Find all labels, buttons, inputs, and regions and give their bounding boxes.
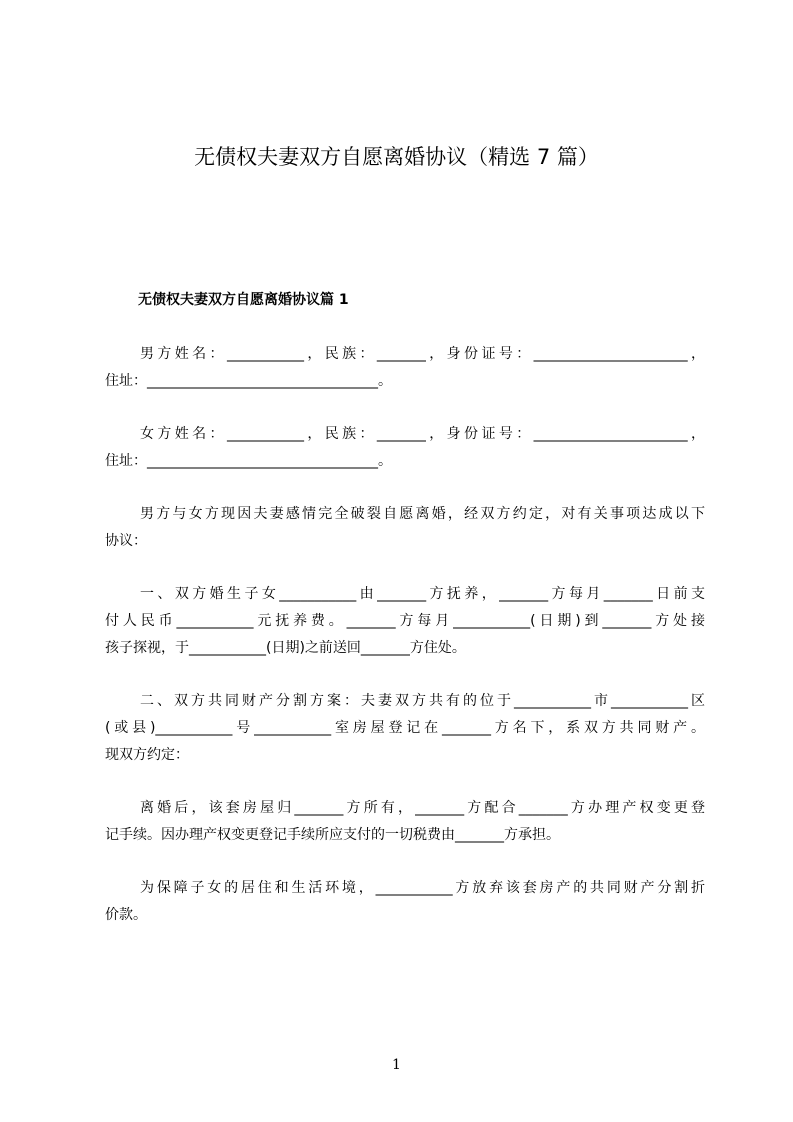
document-title: 无债权夫妻双方自愿离婚协议（精选 7 篇） xyxy=(194,145,599,169)
intro-paragraph-line-1: 男方与女方现因夫妻感情完全破裂自愿离婚，经双方约定，对有关事项达成以下 xyxy=(140,506,705,522)
male-address-line: 住址：_________________________________。 xyxy=(105,373,392,389)
house-ownership-line-1: 离婚后，该套房屋归_______方所有，_______方配合_______方办理产权变更登 xyxy=(140,800,705,816)
clause-two-line-3: 现双方约定： xyxy=(105,747,189,763)
section-heading: 无债权夫妻双方自愿离婚协议篇 1 xyxy=(138,292,349,308)
male-info-line: 男方姓名：___________，民族：_______，身份证号：______________________， xyxy=(140,346,705,362)
clause-one-line-3: 孩子探视，于___________(日期)之前送回_______方住处。 xyxy=(105,640,466,656)
clause-one-line-2: 付人民币___________元抚养费。_______方每月___________(日期)到_______方处接 xyxy=(105,613,705,629)
intro-paragraph-line-2: 协议： xyxy=(105,533,147,549)
female-info-line: 女方姓名：___________，民族：_______，身份证号：______________________， xyxy=(140,426,705,442)
clause-one-line-1: 一、双方婚生子女___________由_______方抚养，_______方每月_______日前支 xyxy=(140,586,705,602)
clause-two-line-1: 二、双方共同财产分割方案：夫妻双方共有的位于___________市___________区 xyxy=(140,693,705,709)
house-ownership-line-2: 记手续。因办理产权变更登记手续所应支付的一切税费由_______方承担。 xyxy=(105,827,560,843)
clause-two-line-2: (或县)___________号___________室房屋登记在_______方名下，系双方共同财产。 xyxy=(105,720,705,736)
page-number: 1 xyxy=(392,1057,401,1073)
female-address-line: 住址：_________________________________。 xyxy=(105,453,392,469)
child-housing-line-1: 为保障子女的居住和生活环境，___________方放弃该套房产的共同财产分割折 xyxy=(140,880,705,896)
child-housing-line-2: 价款。 xyxy=(105,907,147,923)
